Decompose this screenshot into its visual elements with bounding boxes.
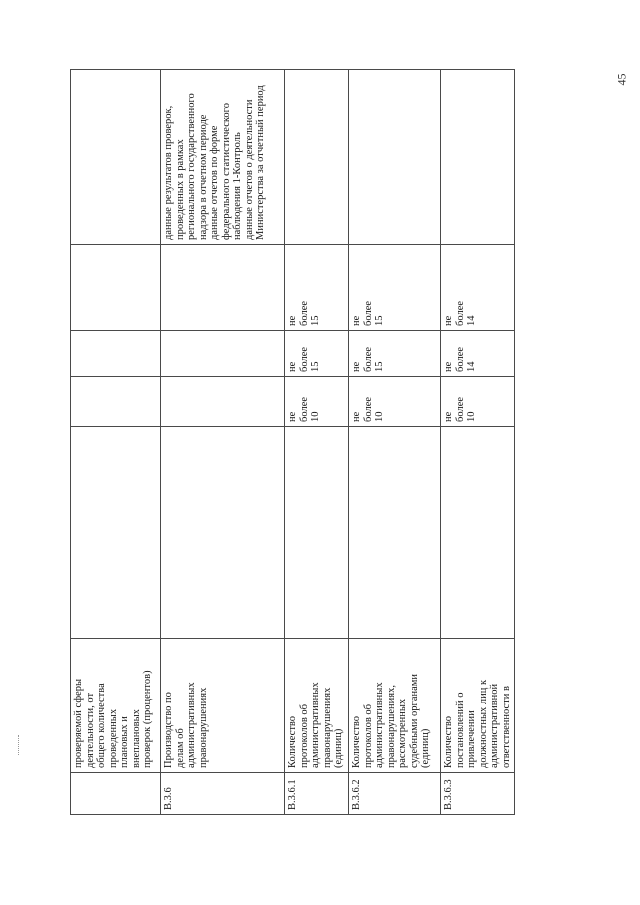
rotated-document-page	[70, 70, 510, 815]
source-cell	[349, 70, 441, 245]
page-number: 45	[614, 73, 629, 86]
empty-cell	[285, 427, 349, 639]
row-name-cell: Производство по делам об административных правонарушениях	[161, 639, 285, 773]
empty-cell	[71, 427, 161, 639]
row-name-cell: Количество протоколов об административных правонарушениях (единиц)	[285, 639, 349, 773]
value-cell	[161, 245, 285, 331]
value-cell: не более 15	[285, 245, 349, 331]
row-code-cell: В.3.6.2	[349, 773, 441, 815]
source-cell	[441, 70, 515, 245]
table-row	[349, 70, 441, 815]
value-cell	[71, 377, 161, 427]
row-code-cell: В.3.6.3	[441, 773, 515, 815]
table-row	[285, 70, 349, 815]
source-cell: данные результатов проверок, проведенных в рамках регионального государственного надзора в отчетном периоде данные отчетов по форме федерального статистического наблюдения 1-Контроль данные отчетов о деятельности Министерства за отчетный период	[161, 70, 285, 245]
value-cell: не более 10	[349, 377, 441, 427]
value-cell: не более 10	[441, 377, 515, 427]
row-name-cell: Количество постановлений о привлечении должностных лиц к административной ответственности в	[441, 639, 515, 773]
row-name-cell: проверяемой сферы деятельности, от общего количества проведенных плановых и внеплановых проверок (процентов)	[71, 639, 161, 773]
value-cell	[161, 377, 285, 427]
scan-artifact	[18, 735, 20, 755]
value-cell	[71, 331, 161, 377]
table-row	[161, 70, 285, 815]
value-cell: не более 15	[349, 331, 441, 377]
source-cell	[285, 70, 349, 245]
row-code-cell: В.3.6.1	[285, 773, 349, 815]
value-cell: не более 15	[285, 331, 349, 377]
value-cell: не более 14	[441, 245, 515, 331]
row-name-cell: Количество протоколов об административных правонарушениях, рассмотренных судебными органами (единиц)	[349, 639, 441, 773]
source-cell	[71, 70, 161, 245]
value-cell: не более 15	[349, 245, 441, 331]
empty-cell	[441, 427, 515, 639]
value-cell: не более 10	[285, 377, 349, 427]
value-cell: не более 14	[441, 331, 515, 377]
row-code-cell	[71, 773, 161, 815]
value-cell	[71, 245, 161, 331]
row-code-cell: В.3.6	[161, 773, 285, 815]
table-row	[441, 70, 515, 815]
empty-cell	[349, 427, 441, 639]
value-cell	[161, 331, 285, 377]
empty-cell	[161, 427, 285, 639]
table-row	[71, 70, 161, 815]
indicators-table	[70, 69, 515, 815]
